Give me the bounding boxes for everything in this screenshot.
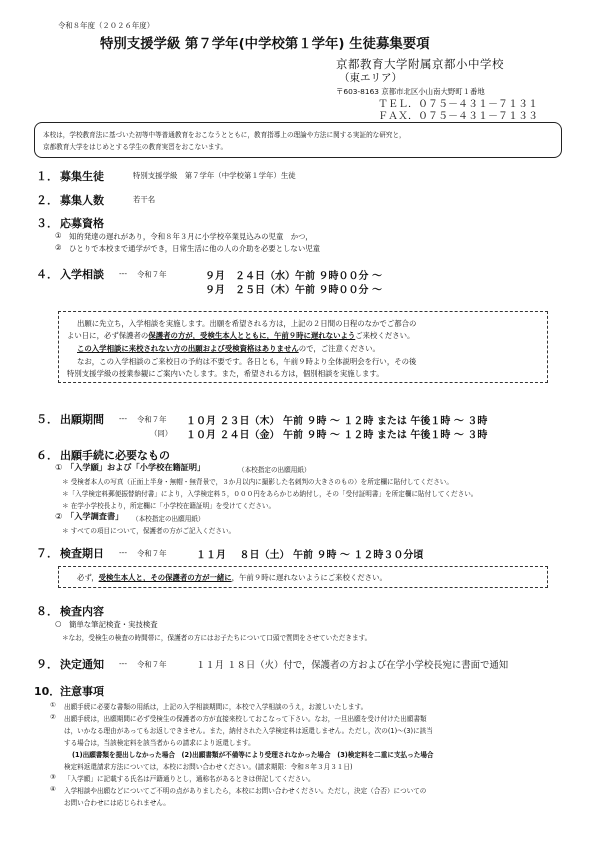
section-4-title: 入学相談 [60, 268, 104, 281]
section-7-note-box [58, 566, 548, 588]
section-4-date-2: ９月 ２５日（木）午前 ９時００分 ～ [205, 285, 382, 296]
section-4-note-3a: この入学相談に来校されない方の出願および受検資格はありません [77, 344, 299, 353]
note-2-mark: ② [50, 713, 56, 721]
section-7-era: 令和７年 [137, 549, 167, 558]
section-4-date-1: ９月 ２４日（水）午前 ９時００分 ～ [205, 271, 382, 282]
section-6-bullet-3: ＊ 在学小学校長より，所定欄に「小学校在籍証明」を受けてください。 [62, 502, 276, 510]
section-5-same: （同） [150, 429, 173, 438]
section-7-number: ７． [36, 547, 58, 560]
section-7-note-a: 必ず， [77, 573, 99, 582]
section-8-number: ８． [36, 605, 58, 618]
section-7-date: １１月 ８日（土） 午前 ９時 ～ １２時３０分頃 [196, 550, 424, 561]
section-6-item-2-mark: ② [55, 511, 63, 521]
section-6-bullet-2: ＊「入学検定料郵便振替納付書」により，入学検定料５，０００円をあらかじめ納付し，その「受付証明書」を所定欄に貼付してください。 [62, 490, 478, 498]
section-10-number: 10． [34, 685, 61, 698]
intro-line-2: 京都教育大学をはじめとする学生の教育実習をおこないます。 [43, 143, 228, 151]
section-8-title: 検査内容 [60, 605, 104, 618]
section-4-note-line-2 [67, 330, 414, 341]
section-8-note: ＊なお，受検生の検査の時間帯に，保護者の方にはお子たちについて口頭で質問をさせていただきます。 [62, 634, 372, 642]
section-2-title: 募集人数 [60, 194, 104, 207]
note-2-line-3: する場合は，当該検定料を該当者からの請求により返還します。 [64, 739, 255, 747]
section-4-note-line-1: 出願に先立ち，入学相談を実施します。出願を希望される方は，上記の２日間の日程のなかでご都合の [77, 319, 417, 328]
section-9-era: 令和７年 [137, 660, 167, 669]
note-2-line-1: 出願手続は，出願期間に必ず受検生の保護者の方が直接来校しておこなって下さい。なお，一旦出願を受け付けた出願書類 [64, 715, 427, 723]
school-area: （東エリア） [339, 72, 402, 84]
section-2-body: 若干名 [133, 195, 156, 204]
section-8-item-mark: ○ [55, 619, 62, 628]
intro-line-1: 本校は，学校教育法に基づいた初等中等普通教育をおこなうとともに，教育指導上の理論や方法に関する実証的な研究と， [43, 131, 406, 139]
section-3-item-2: ひとりで本校まで通学ができ，日常生活に他の人の介助を必要としない児童 [69, 244, 320, 253]
section-9-title: 決定通知 [60, 658, 104, 671]
page-title: 特別支援学級 第７学年(中学校第１学年) 生徒募集要項 [100, 37, 430, 52]
section-1-number: １． [36, 170, 58, 183]
section-3-item-1-mark: ① [55, 231, 62, 240]
note-1: 出願手続に必要な書類の用紙は，上記の入学相談期間に，本校で入学相談のうえ，お渡しいたします。 [64, 703, 368, 711]
section-5-title: 出願期間 [60, 413, 104, 426]
section-10-title: 注意事項 [60, 685, 104, 698]
section-5-date-1: １０月 ２３日（木） 午前 ９時 ～ １２時 または 午後１時 ～ ３時 [186, 416, 488, 427]
section-4-note-2a: よい日に，必ず保護者の [67, 331, 149, 340]
section-4-note-line-5: 特別支援学級の授業参観にご案内いたします。また，希望される方は，個別相談を実施します。 [67, 369, 384, 378]
section-4-note-3b: ので，ご注意ください。 [298, 344, 380, 353]
section-6-bullet-4: ＊ すべての項目について，保護者の方がご記入ください。 [62, 527, 236, 535]
section-1-title: 募集生徒 [60, 170, 104, 183]
section-4-era: 令和７年 [137, 270, 167, 279]
section-7-note [77, 572, 387, 583]
note-4-line-1: 入学相談や出願などについてご不明の点がありましたら，本校にお問い合わせください。ただし，決定（合否）についての [64, 787, 427, 795]
section-7-note-c: ，午前９時に遅れないようにご来校ください。 [231, 573, 387, 582]
section-7-note-b: 受検生本人と，その保護者の方が一緒に [98, 573, 232, 582]
section-3-item-2-mark: ② [55, 243, 62, 252]
school-tel: ＴＥＬ．０７５－４３１－７１３１ [378, 99, 538, 110]
section-5-era: 令和７年 [137, 415, 167, 424]
section-6-item-1-note: （本校指定の出願用紙） [238, 466, 311, 474]
note-2-line-2: は，いかなる理由があってもお返しできません。また，納付された入学検定料は返還しません。ただし，次の(1)～(3)に該当 [64, 727, 433, 735]
section-5-date-2: １０月 ２４日（金） 午前 ９時 ～ １２時 または 午後１時 ～ ３時 [186, 430, 488, 441]
note-2-line-5: 検定料返還請求方法については，本校にお問い合わせください。(請求期限：令和８年３月３１日) [64, 763, 353, 771]
section-4-note-line-3 [77, 343, 380, 354]
section-5-dashes: --- [119, 414, 128, 423]
fiscal-year: 令和８年度（２０２６年度） [58, 21, 155, 30]
section-7-title: 検査期日 [60, 547, 104, 560]
section-9-dashes: --- [119, 659, 128, 668]
section-6-number: ６． [36, 449, 58, 462]
section-6-item-2-note: （本校指定の出願用紙） [132, 515, 205, 523]
section-6-title: 出願手続に必要なもの [60, 449, 170, 462]
note-2-line-4: (1)出願書類を提出しなかった場合 (2)出願書類が不備等により受理されなかった場合 (3)検定料を二重に支払った場合 [72, 751, 434, 759]
section-4-number: ４． [36, 268, 58, 281]
note-3: 「入学願」に記載する氏名は戸籍通りとし，通称名があるときは併記してください。 [64, 775, 315, 783]
section-3-title: 応募資格 [60, 217, 104, 230]
school-address: 〒603-8163 京都市北区小山南大野町１番地 [336, 87, 485, 96]
section-5-number: ５． [36, 413, 58, 426]
intro-box [34, 122, 562, 158]
section-3-number: ３． [36, 217, 58, 230]
section-1-body: 特別支援学級 第７学年（中学校第１学年）生徒 [133, 171, 296, 180]
section-6-bullet-1: ＊ 受検者本人の写真（正面上半身・無帽・無背景で，３か月以内に撮影した名刺判の大きさのもの）を所定欄に貼付してください。 [62, 478, 453, 486]
section-7-dashes: --- [119, 548, 128, 557]
section-8-item: 簡単な筆記検査・実技検査 [69, 620, 158, 629]
section-6-item-1: 「入学願」および「小学校在籍証明」 [66, 462, 206, 472]
section-4-dashes: --- [119, 269, 128, 278]
section-4-note-box [58, 311, 548, 383]
note-4-mark: ④ [50, 785, 56, 793]
section-6-item-2: 「入学調査書」 [66, 511, 124, 521]
school-fax: ＦＡＸ．０７５－４３１－７１３３ [378, 111, 538, 122]
note-4-line-2: お問い合わせには応じられません。 [64, 799, 170, 807]
note-3-mark: ③ [50, 773, 56, 781]
section-9-body: １１月 １８日（火）付で，保護者の方および在学小学校長宛に書面で通知 [196, 660, 509, 671]
section-9-number: ９． [36, 658, 58, 671]
section-4-note-2b: 保護者の方が，受検生本人とともに，午前９時に遅れないよう [148, 331, 356, 340]
note-1-mark: ① [50, 701, 56, 709]
section-3-item-1: 知的発達の遅れがあり，令和８年３月に小学校卒業見込みの児童 かつ， [69, 232, 313, 241]
section-4-note-line-4: なお，この入学相談のご来校日の予約は不要です。各日とも，午前９時より全体説明会を行い，その後 [77, 357, 417, 366]
section-2-number: ２． [36, 194, 58, 207]
section-6-item-1-mark: ① [55, 462, 63, 472]
section-4-note-2c: ご来校ください。 [355, 331, 415, 340]
school-name: 京都教育大学附属京都小中学校 [336, 57, 504, 71]
